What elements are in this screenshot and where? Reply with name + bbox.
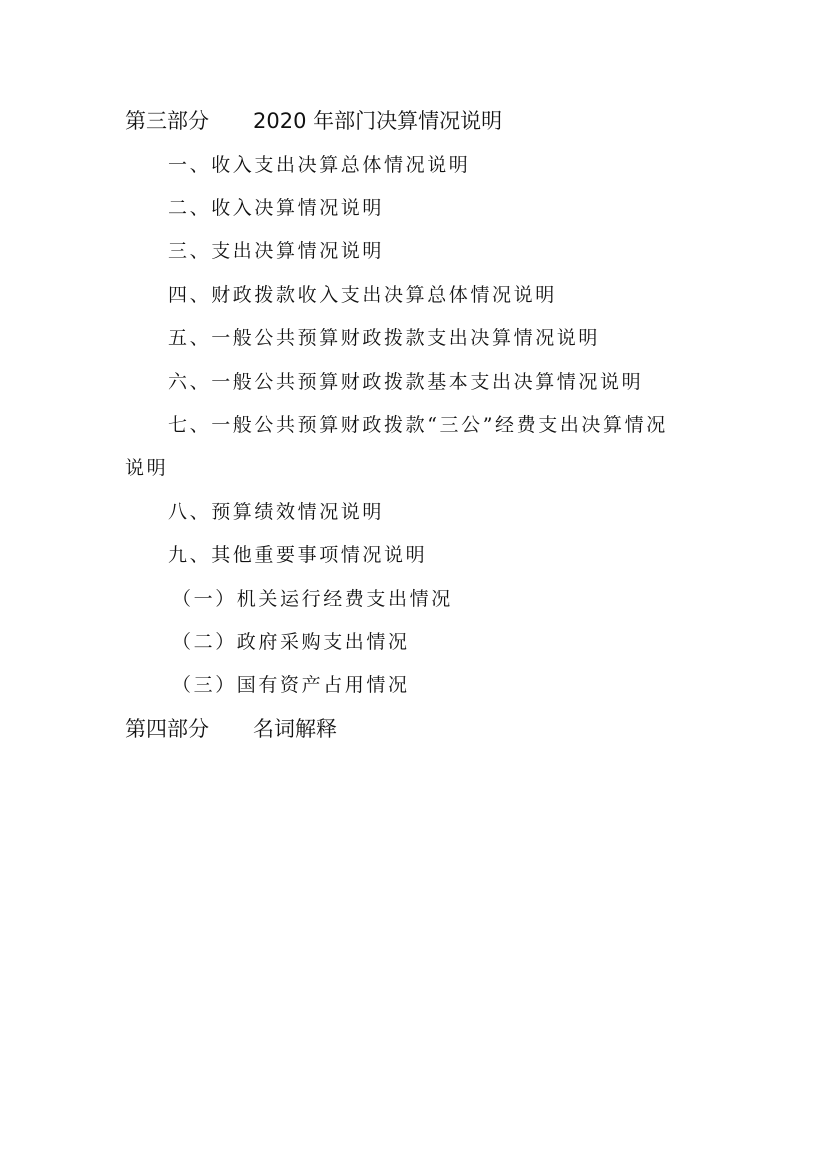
toc-item-5: 五、一般公共预算财政拨款支出决算情况说明 bbox=[168, 327, 601, 349]
toc-item-9: 九、其他重要事项情况说明 bbox=[168, 544, 428, 566]
toc-subitem-2: （二）政府采购支出情况 bbox=[172, 631, 410, 653]
toc-subitem-3: （三）国有资产占用情况 bbox=[172, 674, 410, 696]
part3-heading bbox=[125, 106, 502, 136]
part4-label: 第四部分 bbox=[125, 717, 209, 741]
toc-item-2: 二、收入决算情况说明 bbox=[168, 197, 385, 219]
toc-item-6: 六、一般公共预算财政拨款基本支出决算情况说明 bbox=[168, 371, 644, 393]
toc-item-7-continued: 说明 bbox=[125, 457, 169, 479]
toc-item-3: 三、支出决算情况说明 bbox=[168, 240, 385, 262]
toc-item-7: 七、一般公共预算财政拨款“三公”经费支出决算情况 bbox=[168, 414, 668, 436]
toc-subitem-1: （一）机关运行经费支出情况 bbox=[172, 588, 453, 610]
part3-label: 第三部分 bbox=[125, 109, 209, 133]
part3-title: 2020 年部门决算情况说明 bbox=[253, 109, 503, 133]
toc-item-1: 一、收入支出决算总体情况说明 bbox=[168, 154, 471, 176]
part4-heading bbox=[125, 714, 337, 744]
part4-title: 名词解释 bbox=[253, 717, 337, 741]
toc-item-8: 八、预算绩效情况说明 bbox=[168, 501, 385, 523]
toc-item-4: 四、财政拨款收入支出决算总体情况说明 bbox=[168, 284, 557, 306]
